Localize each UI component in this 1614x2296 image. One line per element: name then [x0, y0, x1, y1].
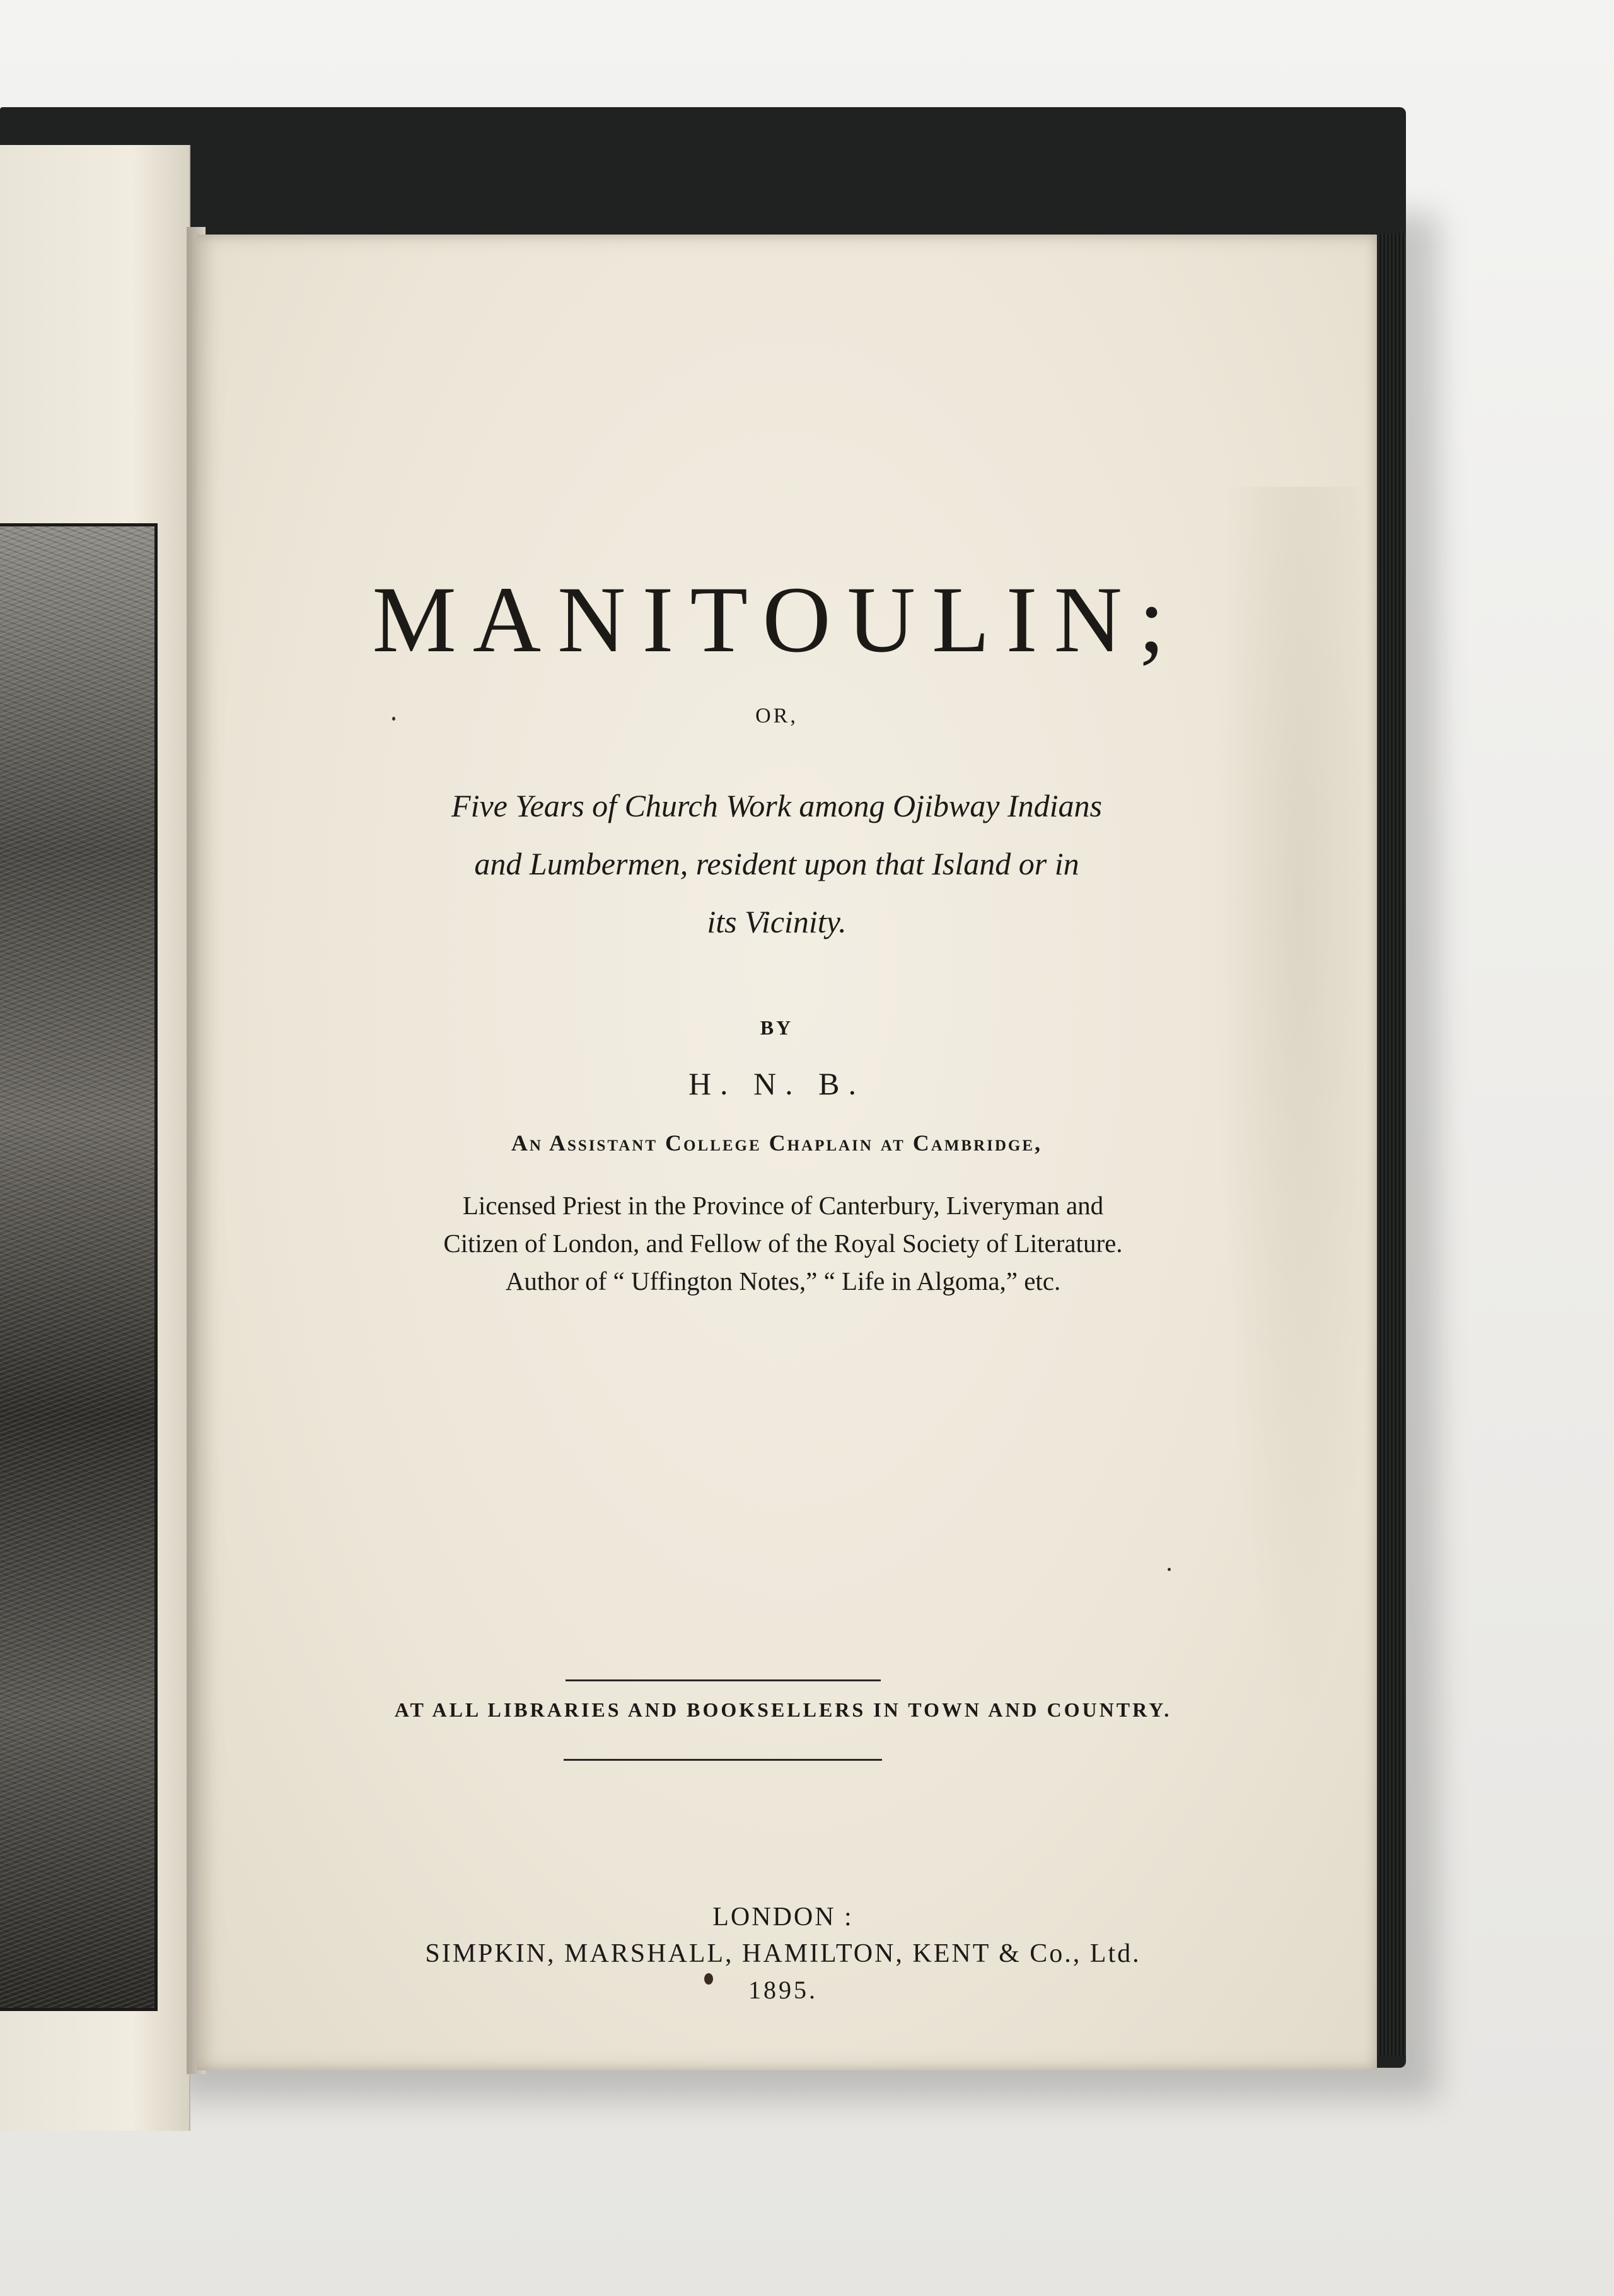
- imprint-city: LONDON :: [712, 1903, 854, 1932]
- credentials-line: Author of “ Uffington Notes,” “ Life in Algoma,” etc.: [505, 1267, 1061, 1296]
- divider-rule-top: [566, 1679, 881, 1681]
- imprint-publisher: SIMPKIN, MARSHALL, HAMILTON, KENT & Co., Ltd.: [425, 1939, 1141, 1968]
- subtitle-line: Five Years of Church Work among Ojibway Indians: [451, 788, 1102, 823]
- author-position: An Assistant College Chaplain at Cambridge,: [511, 1130, 1043, 1156]
- subtitle-line: and Lumbermen, resident upon that Island or in: [474, 846, 1079, 881]
- credentials-line: Licensed Priest in the Province of Canterbury, Liveryman and: [462, 1191, 1104, 1220]
- imprint-year: 1895.: [748, 1976, 818, 2004]
- author-initials: H. N. B.: [688, 1066, 866, 1101]
- book-subtitle: [310, 777, 1243, 951]
- availability-note: AT ALL LIBRARIES AND BOOKSELLERS IN TOWN AND COUNTRY.: [394, 1698, 1172, 1721]
- publisher-imprint: [291, 1899, 1275, 2009]
- paper-foxing: [1200, 487, 1364, 1874]
- subtitle-line: its Vicinity.: [707, 904, 847, 939]
- title-page: [197, 235, 1377, 2070]
- credentials-line: Citizen of London, and Fellow of the Royal Society of Literature.: [443, 1229, 1123, 1258]
- divider-rule-bottom: [564, 1759, 882, 1761]
- book-title: MANITOULIN;: [372, 567, 1181, 672]
- ink-speck: [1168, 1568, 1171, 1571]
- title-conjunction: OR,: [755, 704, 798, 728]
- ink-speck: [704, 1973, 713, 1985]
- ink-speck: [392, 717, 395, 721]
- author-credentials: [291, 1186, 1275, 1300]
- frontispiece-engraving: [0, 523, 158, 2011]
- frontispiece-page: [0, 145, 190, 2131]
- by-label: BY: [760, 1016, 794, 1039]
